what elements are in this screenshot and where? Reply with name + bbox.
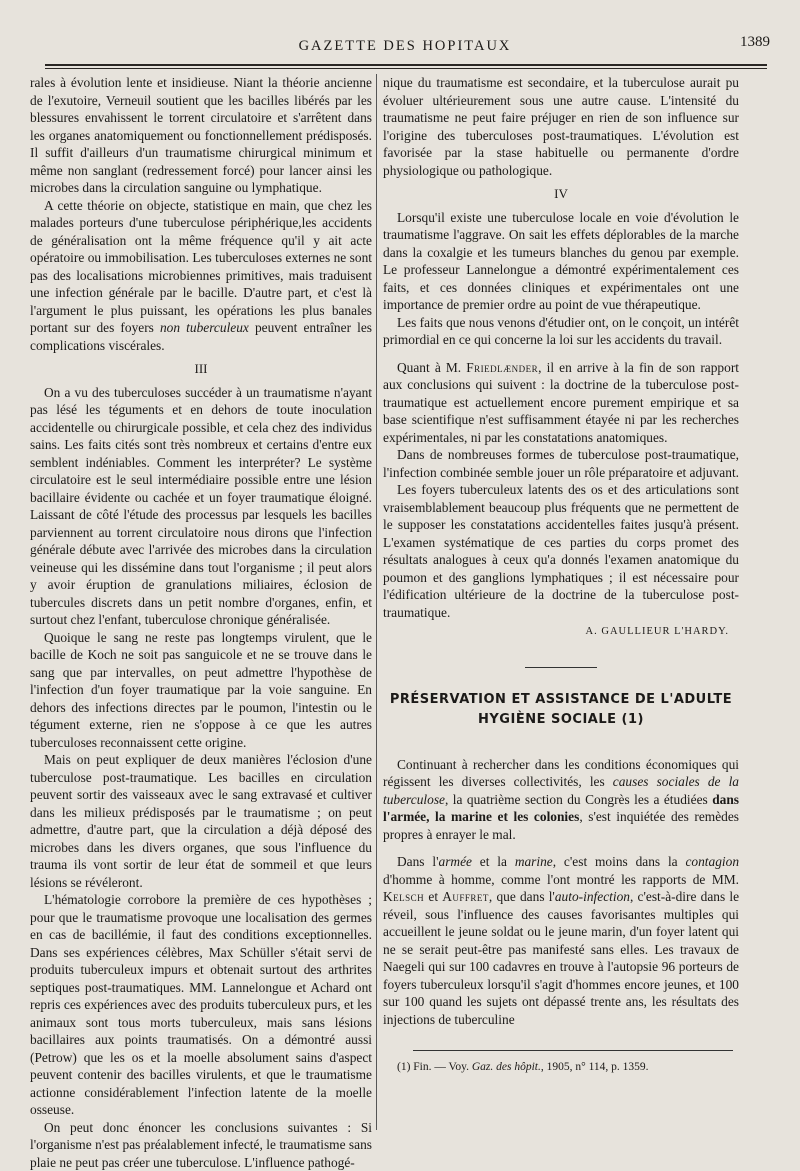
paragraph: rales à évolution lente et insidieuse. Niant la théorie ancienne de l'exutoire, Verneuil soutient que les bacilles libérés par les blessures envahissent le torrent circulatoire et s'arrêtent dans les organes anatomiquement ou fonctionnellement prédisposés. Il suffit d'ailleurs d'un traumatisme chirurgical minimum et même non sanglant (redressement forcé) pour lancer ainsi les microbes dans la circulation sanguine ou lymphatique.	[30, 74, 372, 197]
header-rule-thin	[45, 68, 767, 69]
column-divider	[376, 74, 377, 1130]
paragraph: Mais on peut expliquer de deux manières l'éclosion d'une tuberculose post-traumatique. Les bacilles en circulation peuvent sortir des vaisseaux avec le sang extravasé et cultiver dans les milieux prédisposés par le traumatisme ; on peut admettre, d'autre part, que la circulation a déjà déposé des microbes dans les divers organes, que sous l'influence du trauma ils vont sortir de leur état de sommeil et que leurs lésions se révéleront.	[30, 751, 372, 891]
paragraph: On a vu des tuberculoses succéder à un traumatisme n'ayant pas lésé les téguments et en dehors de toute inoculation accidentelle ou chirurgicale possible, et cela chez des individus sains. Les faits cités sont très nombreux et certains d'entre eux semblent indéniables. Comment les interpréter? Le système circulatoire est le seul intermédiaire possible entre une lésion bacillaire évidente ou cachée et un foyer traumatique éloigné. Laissant de côté l'étude des processus par lesquels les bacilles parviennent au torrent circulatoire nous dirons que l'infection générale débute avec l'arrivée des microbes dans la circulation veineuse qui les dissémine dans tout l'organisme ; il peut alors y avoir éruption de granulations miliaires, éclosion de tubercules discrets dans un petit nombre d'organes, enfin, et surtout chez l'enfant, tuberculose chronique généralisée.	[30, 384, 372, 629]
section-number: III	[30, 360, 372, 378]
paragraph: Quant à M. Friedlænder, il en arrive à la fin de son rapport aux conclusions qui suivent : la doctrine de la tuberculose post-traumatique est actuellement encore purement empirique et sa base scientifique n'est suffisamment étayée ni par les recherches expérimentales, ni par les constatations anatomiques.	[383, 359, 739, 447]
right-column	[383, 74, 739, 1077]
left-column	[30, 74, 372, 1171]
paragraph: nique du traumatisme est secondaire, et la tuberculose aurait pu évoluer ultérieurement sous une autre cause. L'intensité du traumatisme ne peut faire préjuger en rien de son influence sur l'origine des tuberculoses post-traumatiques. L'évolution est favorisée par la stase habituelle ou permanente d'ordre physiologique ou pathologique.	[383, 74, 739, 179]
footnote-rule	[413, 1050, 733, 1051]
header-rule	[45, 64, 767, 66]
footnote: (1) Fin. — Voy. Gaz. des hôpit., 1905, n° 114, p. 1359.	[383, 1059, 739, 1077]
article-title-line: PRÉSERVATION ET ASSISTANCE DE L'ADULTE	[383, 690, 739, 710]
paragraph: L'hématologie corrobore la première de ces hypothèses ; pour que le traumatisme provoque une localisation des germes en cas de bacillémie, il faut des conditions exceptionnelles. Dans ses expériences célèbres, Max Schüller s'était servi de produits tuberculeux impurs et obtenait surtout des arthrites septiques post-traumatiques. MM. Lannelongue et Achard ont repris ces expériences avec des produits tuberculeux purs, et les animaux sont tous morts tuberculeux, mais sans lésions bacillaires aux points traumatisés. On a démontré aussi (Petrow) que les os et la moelle absolument sains d'aspect peuvent contenir des bacilles virulents, et que le traumatisme actionne considérablement l'infection latente de la moelle osseuse.	[30, 891, 372, 1119]
paragraph: Lorsqu'il existe une tuberculose locale en voie d'évolution le traumatisme l'aggrave. On sait les effets déplorables de la marche dans la coxalgie et les tumeurs blanches du genou par exemple. Le professeur Lannelongue a démontré expérimentalement ces faits, et ces données cliniques et expérimentales ont une importance de premier ordre au point de vue thérapeutique.	[383, 209, 739, 314]
page-number: 1389	[740, 34, 770, 51]
running-title: GAZETTE DES HOPITAUX	[40, 38, 770, 55]
paragraph: Dans l'armée et la marine, c'est moins dans la contagion d'homme à homme, comme l'ont montré les rapports de MM. Kelsch et Auffret, que dans l'auto-infection, c'est-à-dire dans le réveil, sous l'influence des causes favorisantes multiples qui accueillent le jeune soldat ou le jeune marin, d'un foyer latent qui ne se serait peut-être pas manifesté sans elles. Les travaux de Naegeli qui sur 100 cadavres en trouve à l'autopsie 96 porteurs de foyers tuberculeux lorsqu'il s'agit d'hommes encore jeunes, et 100 sur 100 quand les sujets ont dépassé trente ans, les résultats des injections de tuberculine	[383, 853, 739, 1028]
paragraph: Les faits que nous venons d'étudier ont, on le conçoit, un intérêt primordial en ce qui concerne la loi sur les accidents du travail.	[383, 314, 739, 349]
paragraph: A cette théorie on objecte, statistique en main, que chez les malades porteurs d'une tuberculose périphérique,les accidents de généralisation ont la même fréquence qu'il y ait acte opératoire ou immobilisation. Les tuberculoses externes ne sont pas des localisations microbiennes primitives, mais traduisent une infection générale par le bacille. D'autre part, et c'est là l'argument le plus puissant, les opérations les plus banales portant sur des foyers non tuberculeux peuvent entraîner les complications viscérales.	[30, 197, 372, 355]
page-header	[40, 34, 770, 60]
article-title-line: HYGIÈNE SOCIALE (1)	[383, 710, 739, 730]
article-title	[383, 690, 739, 730]
paragraph: On peut donc énoncer les conclusions suivantes : Si l'organisme n'est pas préalablement infecté, le traumatisme sans plaie ne peut pas créer une tuberculose. L'influence pathogé-	[30, 1119, 372, 1171]
section-number: IV	[383, 185, 739, 203]
paragraph: Dans de nombreuses formes de tuberculose post-traumatique, l'infection combinée semble jouer un rôle préparatoire et adjuvant.	[383, 446, 739, 481]
paragraph: Les foyers tuberculeux latents des os et des articulations sont vraisemblablement beaucoup plus fréquents que ne permettent de le supposer les constatations accidentelles faites jusqu'à présent. L'examen systématique de ces parties du corps promet des résultats analogues à ceux qu'a donnés l'examen anatomique du poumon et des ganglions lymphatiques ; il est nécessaire pour l'édification ultérieure de la doctrine de la tuberculose post-traumatique.	[383, 481, 739, 621]
author-signature: A. GAULLIEUR L'HARDY.	[383, 623, 729, 641]
article-separator	[525, 667, 597, 668]
paragraph: Quoique le sang ne reste pas longtemps virulent, que le bacille de Koch ne soit pas sanguicole et ne se trouve dans le sang que par intervalles, on peut admettre l'hypothèse de l'infection d'un foyer traumatique par la voie sanguine. En dehors des infections directes par le poumon, l'intestin ou le tégument externe, rien ne s'oppose à ce que les autres tuberculoses reconnaissent cette origine.	[30, 629, 372, 752]
paragraph: Continuant à rechercher dans les conditions économiques qui régissent les diverses collectivités, les causes sociales de la tuberculose, la quatrième section du Congrès les a étudiées dans l'armée, la marine et les colonies, s'est inquiétée des remèdes propres à enrayer le mal.	[383, 756, 739, 844]
